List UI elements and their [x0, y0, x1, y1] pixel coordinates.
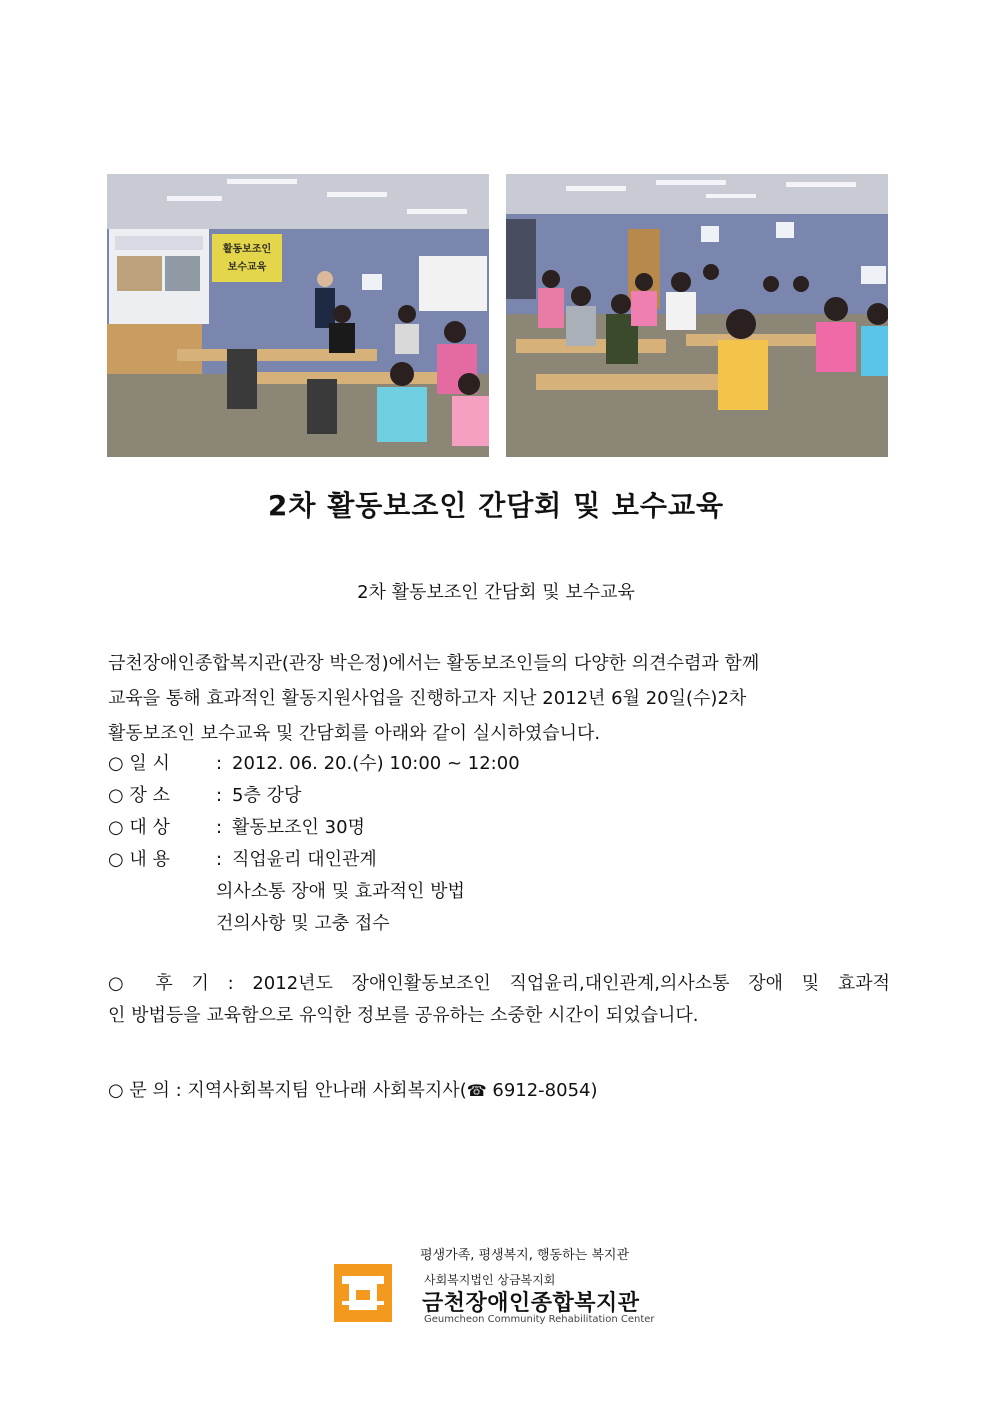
detail-value: 2012. 06. 20.(수) 10:00 ~ 12:00 — [232, 753, 520, 774]
board-line-2: 보수교육 — [227, 262, 267, 273]
page-subtitle: 2차 활동보조인 간담회 및 보수교육 — [357, 582, 635, 603]
detail-value: 활동보조인 30명 — [232, 817, 365, 838]
contact-line — [108, 1075, 598, 1107]
photo-seminar-left — [107, 174, 489, 457]
seminar-photo-right-image — [506, 174, 888, 457]
board-line-1: 활동보조인 — [222, 244, 272, 255]
intro-paragraph — [108, 646, 890, 751]
seminar-photo-left-image — [107, 174, 489, 457]
intro-line: 금천장애인종합복지관(관장 박은정)에서는 활동보조인들의 다양한 의견수렴과 함께 — [108, 653, 760, 674]
detail-separator: : — [216, 785, 223, 806]
page-title: 2차 활동보조인 간담회 및 보수교육 — [267, 489, 725, 522]
detail-value: 건의사항 및 고충 접수 — [216, 913, 390, 934]
detail-value: 5층 강당 — [232, 785, 302, 806]
detail-row-date — [108, 748, 520, 780]
footer-logo-block — [334, 1244, 674, 1334]
detail-label: ○ 일 시 — [108, 753, 170, 774]
detail-separator: : — [216, 753, 223, 774]
detail-content-extra — [108, 908, 520, 940]
detail-value: 의사소통 장애 및 효과적인 방법 — [216, 881, 465, 902]
contact-label: ○ 문 의 : 지역사회복지팀 안나래 사회복지사( — [108, 1080, 467, 1101]
org-english-name: Geumcheon Community Rehabilitation Center — [424, 1314, 655, 1325]
detail-label: ○ 대 상 — [108, 817, 170, 838]
event-details — [108, 748, 520, 940]
photo-seminar-right — [506, 174, 888, 457]
review-line: 인 방법등을 교육함으로 유익한 정보를 공유하는 소중한 시간이 되었습니다. — [108, 1005, 699, 1026]
review-section — [108, 968, 890, 1032]
review-line: ○ 후 기 : 2012년도 장애인활동보조인 직업윤리,대인관계,의사소통 장애 및 효과적 — [108, 973, 890, 994]
org-name: 금천장애인종합복지관 — [422, 1291, 640, 1316]
detail-row-content — [108, 844, 520, 876]
detail-separator: : — [216, 817, 223, 838]
org-subtitle: 사회복지법인 상금복지회 — [424, 1273, 556, 1287]
phone-icon: ☎ — [466, 1081, 487, 1100]
detail-row-target — [108, 812, 520, 844]
slogan: 평생가족, 평생복지, 행동하는 복지관 — [420, 1248, 630, 1263]
contact-phone: 6912-8054) — [486, 1080, 598, 1101]
intro-line: 교육을 통해 효과적인 활동지원사업을 진행하고자 지난 2012년 6월 20일(수)2차 — [108, 688, 747, 709]
detail-label: ○ 내 용 — [108, 849, 170, 870]
center-logo-icon — [334, 1264, 392, 1322]
detail-row-place — [108, 780, 520, 812]
detail-separator: : — [216, 849, 223, 870]
detail-value: 직업윤리 대인관계 — [232, 849, 377, 870]
detail-content-extra — [108, 876, 520, 908]
detail-label: ○ 장 소 — [108, 785, 170, 806]
intro-line: 활동보조인 보수교육 및 간담회를 아래와 같이 실시하였습니다. — [108, 723, 601, 744]
